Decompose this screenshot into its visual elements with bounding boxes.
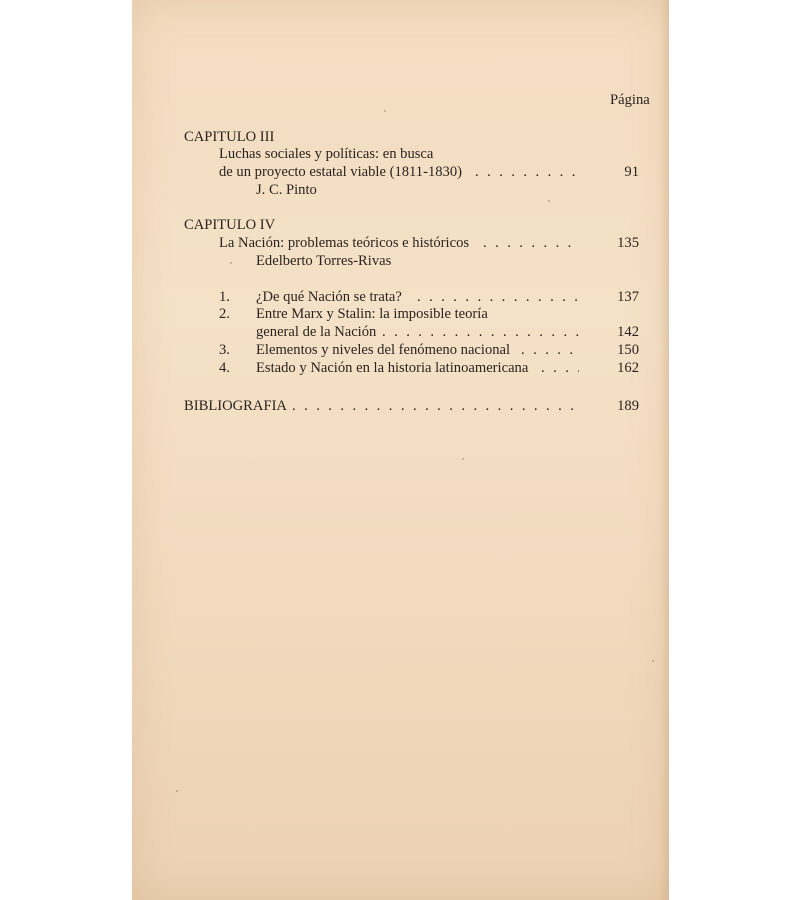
paper-speck bbox=[230, 262, 232, 264]
paper-speck bbox=[548, 200, 550, 202]
toc-item-3-number: 3. bbox=[219, 342, 230, 358]
toc-item-2-page: 142 bbox=[617, 324, 639, 340]
toc-item-3-page: 150 bbox=[617, 342, 639, 358]
chapter-3-page: 91 bbox=[624, 164, 639, 180]
chapter-4-heading: CAPITULO IV bbox=[184, 217, 276, 233]
toc-item-4-page: 162 bbox=[617, 360, 639, 376]
chapter-3-title-line2: de un proyecto estatal viable (1811-1830) bbox=[219, 164, 463, 180]
chapter-3-author: J. C. Pinto bbox=[256, 182, 317, 198]
toc-item-4-number: 4. bbox=[219, 360, 230, 376]
book-page bbox=[132, 0, 669, 900]
toc-item-1-leader-dots bbox=[417, 288, 579, 306]
toc-item-4-title: Estado y Nación en la historia latinoamericana bbox=[256, 360, 529, 376]
bibliography-leader-dots bbox=[292, 397, 579, 415]
chapter-4-author: Edelberto Torres-Rivas bbox=[256, 253, 392, 269]
paper-speck bbox=[462, 458, 464, 460]
toc-item-3-leader-dots bbox=[521, 341, 579, 359]
toc-item-1-number: 1. bbox=[219, 289, 230, 305]
chapter-4-leader-dots bbox=[483, 234, 579, 252]
chapter-4-page: 135 bbox=[617, 235, 639, 251]
toc-item-4-leader-dots bbox=[541, 359, 579, 377]
bibliography-heading: BIBLIOGRAFIA bbox=[184, 398, 287, 414]
chapter-3-leader-dots bbox=[475, 163, 579, 181]
toc-item-2-number: 2. bbox=[219, 306, 230, 322]
paper-speck bbox=[176, 790, 178, 792]
toc-item-1-title: ¿De qué Nación se trata? bbox=[256, 289, 402, 305]
chapter-4-title: La Nación: problemas teóricos e históricos bbox=[219, 235, 470, 251]
paper-speck bbox=[384, 110, 386, 112]
toc-item-2-title-line2: general de la Nación bbox=[256, 324, 377, 340]
toc-item-2-leader-dots bbox=[382, 323, 579, 341]
toc-item-1-page: 137 bbox=[617, 289, 639, 305]
bibliography-page: 189 bbox=[617, 398, 639, 414]
chapter-3-heading: CAPITULO III bbox=[184, 129, 275, 145]
chapter-3-title-line1: Luchas sociales y políticas: en busca bbox=[219, 146, 434, 162]
toc-item-3-title: Elementos y niveles del fenómeno nacional bbox=[256, 342, 511, 358]
toc-item-2-title-line1: Entre Marx y Stalin: la imposible teoría bbox=[256, 306, 488, 322]
paper-speck bbox=[652, 660, 654, 662]
page-column-label: Página bbox=[610, 92, 650, 108]
